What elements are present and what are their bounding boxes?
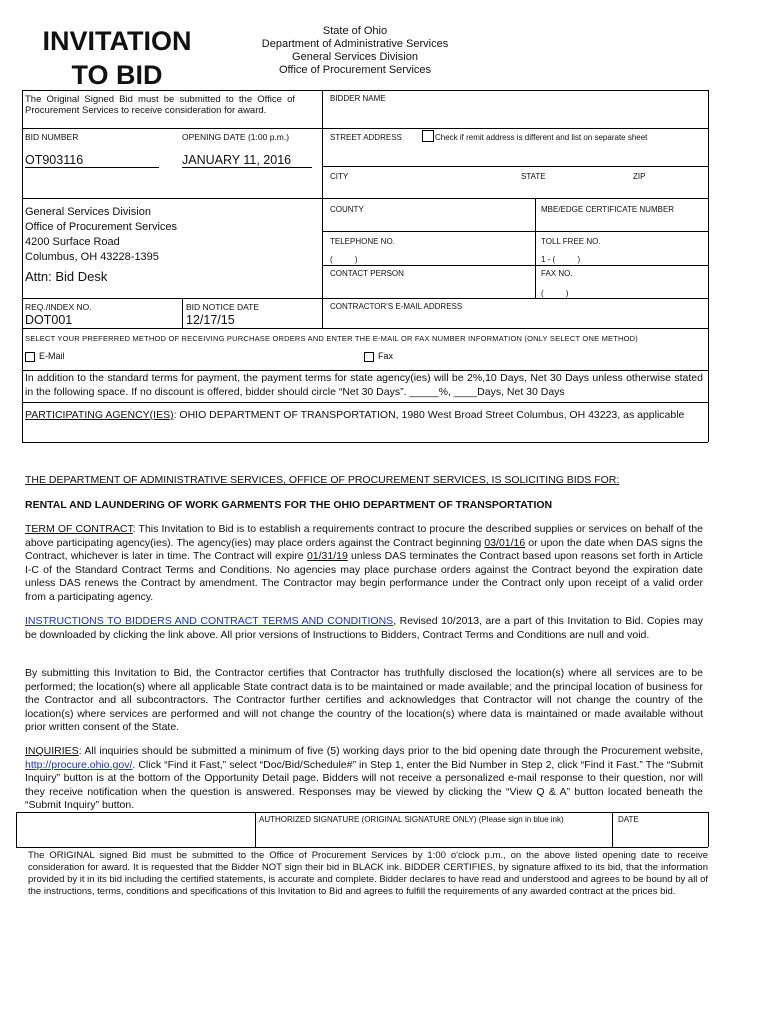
term-text-3: unless DAS terminates the Contract based upon reasons set forth in Article I-C of the Standard Contract Terms and Conditions. No agencies may place purchase orders against the Contract beyond the expiration date unless DAS renews the Contract by amendment. The Contractor may begin performance under the Contract only upon receipt of a valid order from a participating agency.	[25, 550, 703, 603]
title-line-1: INVITATION	[42, 26, 192, 56]
submit-note: The Original Signed Bid must be submitted to the Office of Procurement Services to receive consideration for award.	[25, 94, 295, 116]
date-field[interactable]	[613, 826, 707, 846]
bid-number-value: OT903116	[25, 153, 159, 168]
remit-address-label: Check if remit address is different and list on separate sheet	[435, 133, 648, 142]
fax-label: FAX NO.	[541, 269, 573, 278]
contact-person-field[interactable]	[323, 280, 534, 297]
contractor-email-label: CONTRACTOR'S E-MAIL ADDRESS	[330, 302, 463, 311]
county-field[interactable]	[323, 215, 534, 230]
bidder-name-label: BIDDER NAME	[330, 94, 386, 103]
bidder-name-field[interactable]	[323, 104, 707, 127]
payment-terms: In addition to the standard terms for payment, the payment terms for state agency(ies) will be 2%,10 Days, Net 30 Days unless otherwise stated in the following space. If no discount is offered, bidder should circle “Net 30 Days”. _____%, ____Days, Net 30 Days	[25, 372, 703, 398]
toll-free-field[interactable]: 1 - ( )	[541, 255, 581, 264]
fax-field[interactable]: ( )	[541, 289, 569, 298]
instructions-text: , Revised 10/2013, are a part of this Invitation to Bid. Copies may be downloaded by clicking the link above. All prior versions of Instructions to Bidders, Contract Terms and Conditions are null and void.	[25, 615, 703, 641]
city-label: CITY	[330, 172, 349, 181]
fax-option[interactable]	[364, 351, 393, 362]
fax-option-label: Fax	[378, 351, 394, 361]
req-index-value: DOT001	[25, 313, 73, 327]
procurement-website-link[interactable]: http://procure.ohio.gov/	[25, 758, 133, 771]
preferred-method-instruction: SELECT YOUR PREFERRED METHOD OF RECEIVING PURCHASE ORDERS AND ENTER THE E-MAIL OR FAX NUMBER INFORMATION (ONLY SELECT ONE METHOD)	[25, 334, 638, 343]
email-checkbox[interactable]	[25, 352, 35, 362]
instructions-link[interactable]: INSTRUCTIONS TO BIDDERS AND CONTRACT TERMS AND CONDITIONS	[25, 615, 394, 627]
procurement-address	[25, 205, 177, 265]
address-line-4: Columbus, OH 43228-1395	[25, 251, 159, 263]
certification-paragraph: By submitting this Invitation to Bid, the Contractor certifies that Contractor has truthfully disclosed the location(s) where all services are to be performed; the location(s) where all applicable State contract data is to be maintained or made available; and the principal location of business for the Contractor and all subcontractors. The Contractor further certifies and acknowledges that Contractor will not change the country of the location(s) where services are performed and will not change the country of the location(s) where data is maintained or made available without prior written consent of the State.	[25, 667, 703, 733]
term-text-1: : This Invitation to Bid is to establish a requirements contract to procure the described supplies or services on behalf of the above participating agency(ies). The agency(ies) may place orders against the Contract beginning	[25, 523, 704, 549]
term-of-contract	[25, 523, 703, 604]
bid-notice-label: BID NOTICE DATE	[186, 302, 260, 312]
participating-agencies	[25, 409, 703, 423]
inquiries-text-1: : All inquiries should be submitted a minimum of five (5) working days prior to the bid opening date through the Procurement website,	[78, 745, 703, 757]
inquiries-paragraph	[25, 745, 703, 813]
attn-bid-desk: Attn: Bid Desk	[25, 269, 108, 284]
street-address-field[interactable]	[323, 145, 707, 165]
bid-number-label: BID NUMBER	[25, 132, 79, 142]
participating-agencies-label: PARTICIPATING AGENCY(IES)	[25, 409, 174, 421]
bid-notice-value: 12/17/15	[186, 313, 235, 327]
instructions-paragraph	[25, 615, 703, 642]
county-label: COUNTY	[330, 205, 364, 214]
telephone-label: TELEPHONE NO.	[330, 237, 395, 246]
opening-date-value: JANUARY 11, 2016	[182, 153, 312, 168]
participating-agencies-text: : OHIO DEPARTMENT OF TRANSPORTATION, 1980 West Broad Street Columbus, OH 43223, as applicable	[173, 409, 685, 421]
inquiries-text-2: . Click “Find it Fast,” select “Doc/Bid/Schedule#” in Step 1, enter the Bid Number in Step 2, click “Find it Fast.” The “Submit Inquiry” button is at the bottom of the Opportunity Detail page. Bidders will not receive a personalized e-mail response to their question, nor will they receive notification when the question is answered. Responses may be viewed by clicking the “View Q & A” button located beneath the “Submit Inquiry” button.	[25, 758, 703, 811]
term-text-2: or upon the date when DAS signs the Contract, whichever is later in time. The Contract will expire	[25, 536, 703, 562]
bid-subject: RENTAL AND LAUNDERING OF WORK GARMENTS FOR THE OHIO DEPARTMENT OF TRANSPORTATION	[25, 499, 553, 511]
inquiries-label: INQUIRIES	[25, 745, 79, 757]
opening-date-label: OPENING DATE (1:00 p.m.)	[182, 132, 290, 142]
contract-end-date: 01/31/19	[306, 550, 348, 562]
remit-address-checkbox[interactable]	[422, 130, 434, 142]
agency-header-line-3: General Services Division	[292, 51, 418, 63]
mbe-certificate-field[interactable]	[536, 215, 707, 230]
agency-header-line-1: State of Ohio	[322, 25, 388, 37]
date-label: DATE	[618, 815, 639, 824]
soliciting-heading: THE DEPARTMENT OF ADMINISTRATIVE SERVICES, OFFICE OF PROCUREMENT SERVICES, IS SOLICITING BIDS FOR:	[25, 474, 620, 486]
address-line-2: Office of Procurement Services	[25, 221, 178, 233]
telephone-field[interactable]: ( )	[330, 255, 358, 264]
signature-label: AUTHORIZED SIGNATURE (ORIGINAL SIGNATURE ONLY) (Please sign in blue ink)	[259, 815, 564, 824]
fax-checkbox[interactable]	[364, 352, 374, 362]
email-option-label: E-Mail	[39, 351, 65, 361]
document-title	[22, 24, 212, 92]
address-line-1: General Services Division	[25, 206, 151, 218]
signature-field[interactable]	[256, 826, 611, 846]
agency-header	[230, 25, 480, 77]
zip-label: ZIP	[633, 172, 646, 181]
agency-header-line-4: Office of Procurement Services	[278, 64, 432, 76]
city-state-zip-field[interactable]	[323, 182, 707, 197]
contract-start-date: 03/01/16	[484, 536, 526, 549]
term-of-contract-label: TERM OF CONTRACT	[25, 523, 133, 535]
mbe-certificate-label: MBE/EDGE CERTIFICATE NUMBER	[541, 205, 675, 214]
contractor-email-field[interactable]	[323, 312, 707, 327]
address-line-3: 4200 Surface Road	[25, 236, 120, 248]
req-index-label: REQ./INDEX NO.	[25, 302, 92, 312]
agency-header-line-2: Department of Administrative Services	[261, 38, 449, 50]
title-line-2: TO BID	[71, 60, 163, 90]
email-option[interactable]	[25, 351, 65, 362]
toll-free-label: TOLL FREE NO.	[541, 237, 601, 246]
footer-notice: The ORIGINAL signed Bid must be submitted to the Office of Procurement Services by 1:00 o'clock p.m., on the above listed opening date to receive consideration for award. It is requested that the Bidder NOT sign their bid in BLACK ink. BIDDER CERTIFIES, by signature affixed to its bid, that the information provided by it in its bid including the certified statements, is accurate and complete. Bidder declares to have read and understood and agrees to be bound by all of the instructions, terms, conditions and specifications of this Invitation to Bid and agrees to fulfill the requirements of any awarded contract at the prices bid.	[28, 850, 708, 897]
contact-person-label: CONTACT PERSON	[330, 269, 404, 278]
street-address-label: STREET ADDRESS	[330, 133, 402, 142]
state-label: STATE	[521, 172, 546, 181]
